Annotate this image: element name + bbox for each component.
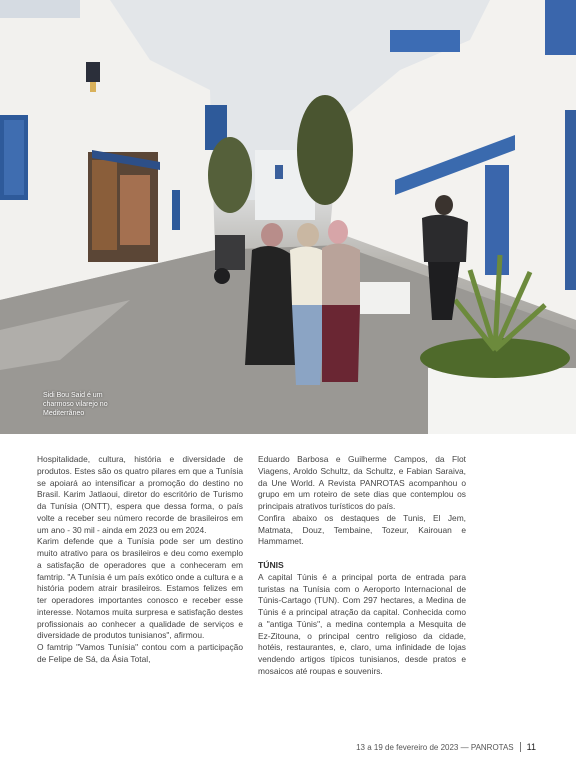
footer-divider <box>520 742 521 752</box>
photo-caption: Sidi Bou Said é um charmoso vilarejo no Mediterrâneo <box>43 392 108 417</box>
paragraph: Hospitalidade, cultura, história e diversidade de produtos. Estes são os quatro pilares em que a Tunísia se apoiará ao intensificar a promoção do destino no Brasil. Karim Jatlaoui, diretor do escritório de Turismo da Tunísia (ONTT), espera que dessa forma, o país volte a receber seu número recorde de brasileiros em um ano - 30 mil - ainda em 2023 ou em 2024. <box>37 454 243 535</box>
paragraph: Karim defende que a Tunísia pode ser um destino muito atrativo para os brasileiros e deu como exemplo a satisfação de operadores que a conheceram em famtrip. "A Tunísia é um país exótico onde a cultura e a história podem atrair brasileiros. Estamos felizes em ter operadores importantes conosco e receber esse interesse. Notamos muita surpresa e satisfação destes profissionais ao conhecer a qualidade de serviços e diversidade de produtos tunisianos", afirmou. <box>37 536 243 641</box>
page-footer <box>356 742 536 752</box>
section-heading: TÚNIS <box>258 560 284 570</box>
article-column-left <box>37 454 243 666</box>
page-number: 11 <box>526 742 536 752</box>
article-column-right <box>258 454 466 678</box>
paragraph: O famtrip "Vamos Tunísia" contou com a participação de Felipe de Sá, da Ásia Total, <box>37 642 243 664</box>
paragraph: A capital Túnis é a principal porta de entrada para turistas na Tunísia com o Aeroporto Internacional de Túnis-Cartago (TUN). Com 297 hectares, a Medina de Túnis é a principal atração da capital. Conhecida como a "antiga Túnis", a medina contempla a Mesquita de Ez-Zitouna, o principal centro religioso da cidade, hotéis, restaurantes, e, claro, uma infinidade de lojas vendendo artigos típicos tunisianos, desde pratos e mosaicos até roupas e souvenirs. <box>258 571 466 676</box>
issue-info: 13 a 19 de fevereiro de 2023 — PANROTAS <box>356 742 514 752</box>
paragraph: Confira abaixo os destaques de Tunis, El Jem, Matmata, Douz, Tembaine, Tozeur, Kairouan e Hammamet. <box>258 512 466 547</box>
paragraph: Eduardo Barbosa e Guilherme Campos, da Flot Viagens, Aroldo Schultz, da Schultz, e Fabian Saraiva, da Une World. A Revista PANROTAS acompanhou o grupo em um roteiro de sete dias que contemplou os principais atrativos turísticos do país. <box>258 454 466 511</box>
